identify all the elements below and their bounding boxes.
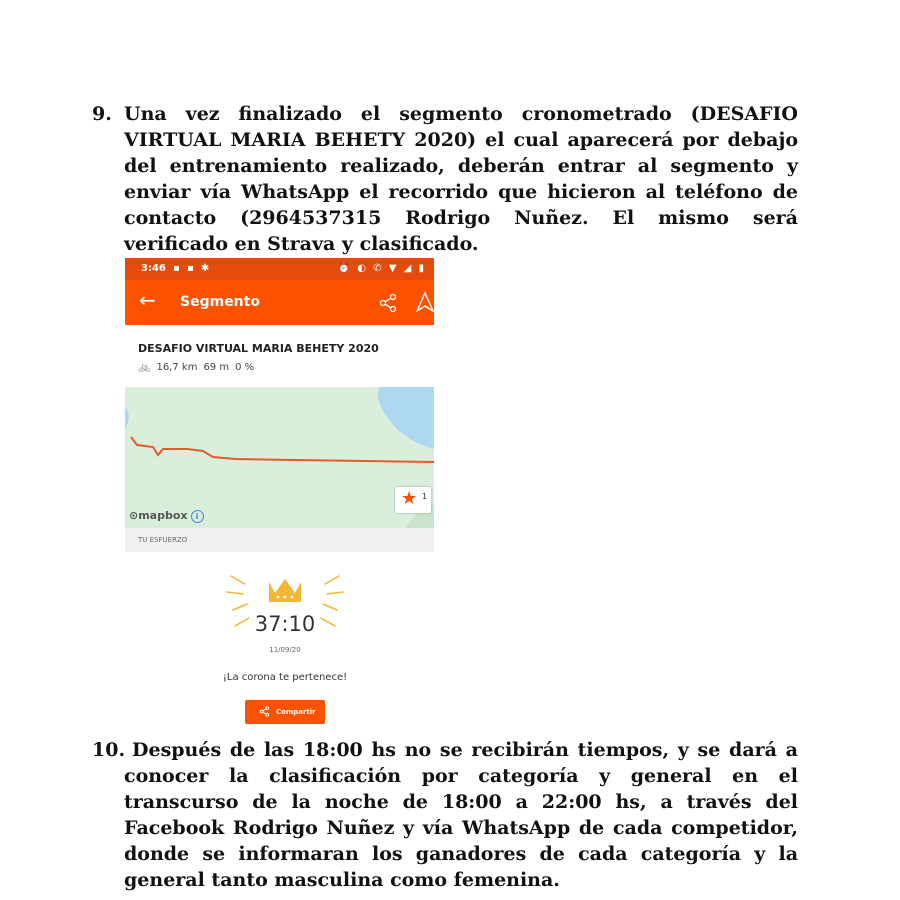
star-segment-button[interactable] <box>395 487 431 513</box>
info-icon[interactable]: i <box>191 510 204 523</box>
star-icon: ★ <box>401 488 418 509</box>
segment-name: DESAFIO VIRTUAL MARIA BEHETY 2020 <box>138 342 379 355</box>
bike-icon: 🚲 <box>138 362 151 373</box>
segment-distance: 16,7 km <box>156 362 198 373</box>
crown-time: 37:10 <box>254 612 316 636</box>
segment-elevation: 69 m <box>203 362 230 373</box>
segment-grade: 0 % <box>235 362 255 373</box>
status-time: 3:46 <box>141 263 166 274</box>
strava-segment-screenshot <box>125 258 434 728</box>
item-text: Una vez finalizado el segmento cronometrado (DESAFIO VIRTUAL MARIA BEHETY 2020) el cual aparecerá por debajo del entrenamiento realizado, deberán entrar al segmento y enviar vía WhatsApp el recorrido que hicieron al teléfono de contacto (2964537315 Rodrigo Nuñez. El mismo será verificado en Strava y clasificado. <box>124 103 798 255</box>
mapbox-attribution: ⊙mapbox i <box>129 509 204 523</box>
effort-label: TU ESFUERZO <box>138 536 188 544</box>
map-canvas <box>125 387 434 528</box>
system-icons: ⏰ ◐ ✆ ▼ ◢ ▮ <box>337 263 426 274</box>
segment-info <box>125 325 434 387</box>
crown-message: ¡La corona te pertenece! <box>222 672 348 683</box>
app-bar-title: Segmento <box>180 294 260 310</box>
share-icon[interactable] <box>378 293 398 313</box>
share-icon <box>259 706 270 717</box>
app-bar <box>125 280 434 325</box>
item-number: 10. <box>92 739 126 761</box>
crown-date: 11/09/20 <box>269 646 301 654</box>
item-number: 9. <box>92 103 112 125</box>
notification-icons: ▪ ▪ ✱ <box>173 263 212 274</box>
status-bar <box>125 258 434 280</box>
share-label: Compartir <box>276 708 316 716</box>
navigate-icon[interactable] <box>415 291 434 313</box>
star-count: 1 <box>422 492 428 501</box>
segment-stats <box>138 362 260 373</box>
effort-section-header <box>125 528 434 552</box>
back-arrow-icon[interactable]: ← <box>139 288 156 312</box>
item-text: Después de las 18:00 hs no se recibirán tiempos, y se dará a conocer la clasificación por categoría y general en el transcurso de la noche de 18:00 a 22:00 hs, a través del Facebook Rodrigo Nuñez y vía WhatsApp de cada competidor, donde se informaran los ganadores de cada categoría y la general tanto masculina como femenina. <box>124 739 798 891</box>
share-button[interactable] <box>245 700 325 724</box>
segment-map[interactable] <box>125 387 434 528</box>
